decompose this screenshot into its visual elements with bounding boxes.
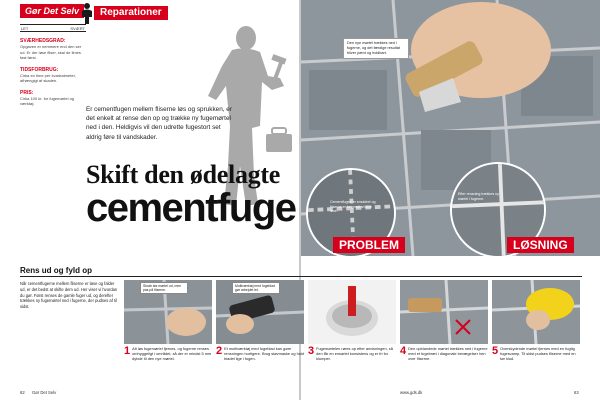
- price-heading: PRIS:: [20, 89, 34, 96]
- step-5-number: 5: [492, 345, 499, 357]
- step-3-photo: [308, 280, 396, 344]
- problem-caption: Cementfugen er smuldret og fliserne er begyndt at blive løse.: [330, 200, 376, 214]
- solution-caption: Efter rensning trækkes ny mørtel i fugerne.: [458, 192, 499, 201]
- info-sidebar: [20, 24, 86, 113]
- step-5-photo: [492, 280, 580, 344]
- intro-text: Er cementfugen mellem fliserne løs og sprukken, er det enkelt at rense den op og trække ny fugemørtel ned i den. Heldigvis vil den udrette fugestort set aldrig føre til vandskader.: [86, 106, 232, 141]
- difficulty-high-label: SVÆRT: [70, 26, 85, 31]
- step-2-callout: Multiværktøj med fugeblad gør arbejdet let.: [232, 282, 280, 294]
- step-2-body: Et multiværktøj med fugeblad kan gøre rensningen hurtigere. Brug støvmaske og hold bladet lige i fugen.: [224, 346, 304, 362]
- step-1-text: [124, 346, 212, 362]
- headline-line-2: cementfuge: [86, 186, 296, 230]
- hero-callout: Den nye mørtel trækkes ned i fugerne, og det færdige resultat bliver pænt og holdbart.: [343, 38, 409, 59]
- headline-line-1: Skift den ødelagte: [86, 160, 280, 189]
- time-block: [20, 67, 86, 84]
- step-3-body: Fugemørtelen røres op efter anvisningen, så den får en ensartet konsistens og er fri for klumper.: [316, 346, 393, 362]
- difficulty-low-label: LET: [21, 26, 29, 31]
- left-page-number: 62: [20, 390, 25, 395]
- price-text: Cirka 100 kr. for fugemørtel og værktøj.: [20, 95, 75, 106]
- difficulty-block: [20, 38, 86, 61]
- difficulty-heading: SVÆRHEDSGRAD:: [20, 38, 66, 44]
- step-1-callout: Skrab løs mørtel ud, men pas på fliserne.: [140, 282, 188, 294]
- time-heading: TIDSFORBRUG:: [20, 66, 59, 73]
- step-5-text: [492, 346, 580, 362]
- step-2-number: 2: [216, 345, 223, 357]
- step-2-text: [216, 346, 304, 362]
- right-page-number: 63: [574, 390, 579, 395]
- step-4-number: 4: [400, 345, 407, 357]
- step-1-body: Alt løs fugemørtel fjernes, og fugerne renses omhyggeligt i området, så der er mindst 5 mm dybde til den nye mørtel.: [132, 346, 212, 362]
- time-text: Cirka en time per kvadratmeter, afhængigt af skaden.: [20, 72, 76, 83]
- steps-divider: [20, 276, 582, 277]
- left-footer-info: Gør Det Selv: [32, 390, 57, 395]
- section-label: Reparationer: [94, 6, 168, 20]
- step-4-body: Den opblandede mørtel trækkes ned i fugerne med et fugebræt i diagonale bevægelser hen over fliserne.: [408, 346, 488, 362]
- price-block: [20, 90, 86, 107]
- solution-label: LØSNING: [507, 237, 574, 253]
- step-5-body: Overskydende mørtel fjernes med en fugtig fugesvamp. Til sidst pudses fliserne med en tør klud.: [500, 346, 576, 362]
- step-3-text: [308, 346, 396, 362]
- step-4-photo: [400, 280, 488, 344]
- difficulty-text: Opgaven er nemmere end den ser ud. Er der løse fliser, skal de limes fast først.: [20, 44, 82, 60]
- steps-title: Rens ud og fyld op: [20, 266, 92, 275]
- step-4-text: [400, 346, 488, 362]
- steps-intro: Når cementfugerne mellem fliserne er løse og falder ud, er det bedst at skifte dem ud. Her viser vi hvordan du gør. Først renses de gamle fuger ud, og derefter trækkes ny fugemørtel ned i fugerne, der pudses af til sidst.: [20, 281, 118, 310]
- right-footer-url: www.gds.dk: [400, 390, 423, 395]
- difficulty-scale: [20, 24, 86, 32]
- step-1-number: 1: [124, 345, 131, 357]
- magazine-brand: Gør Det Selv: [20, 4, 84, 18]
- step-3-number: 3: [308, 345, 315, 357]
- problem-label: PROBLEM: [333, 237, 405, 253]
